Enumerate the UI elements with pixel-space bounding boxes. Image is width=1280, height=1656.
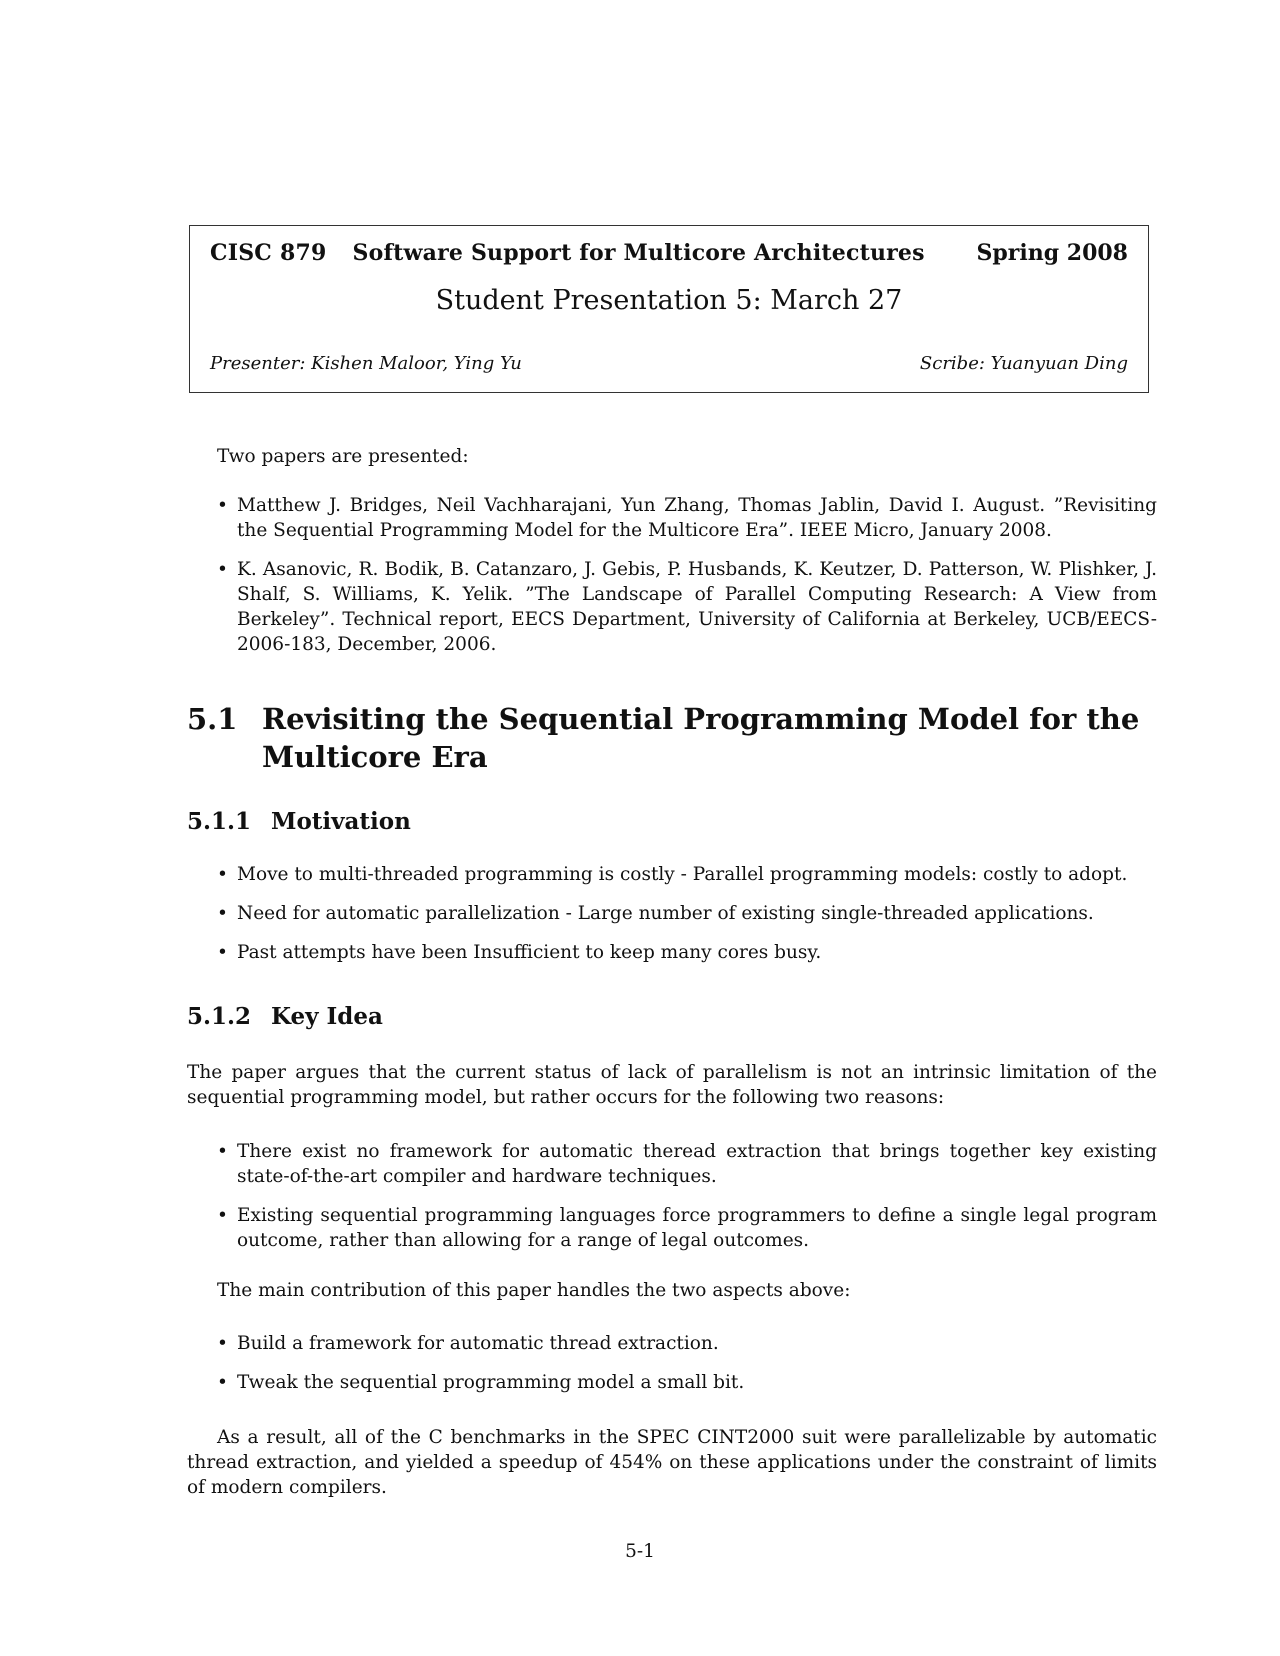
course-heading bbox=[210, 240, 925, 266]
list-item bbox=[217, 557, 1157, 657]
motivation-list bbox=[217, 862, 1157, 979]
list-item bbox=[217, 1203, 1157, 1253]
subsection-heading-motivation bbox=[187, 808, 411, 835]
course-code: CISC bbox=[210, 240, 272, 266]
key-idea-paragraph: The paper argues that the current status of lack of parallelism is not an intrinsic limitation of the sequential programming model, but rather occurs for the following two reasons: bbox=[187, 1062, 1157, 1108]
list-item-text: Existing sequential programming languages force programmers to define a single legal program outcome, rather than allowing for a range of legal outcomes. bbox=[237, 1205, 1157, 1251]
bullet-icon: • bbox=[217, 1372, 228, 1393]
bullet-icon: • bbox=[217, 1141, 228, 1162]
lecture-title: Student Presentation 5: March 27 bbox=[435, 285, 903, 316]
subsection-heading-key-idea bbox=[187, 1003, 383, 1030]
bullet-icon: • bbox=[217, 903, 228, 924]
reference-text: K. Asanovic, R. Bodik, B. Catanzaro, J. Gebis, P. Husbands, K. Keutzer, D. Patterson, W. Plishker, J. Shalf, S. Williams, K. Yelik. ”The Landscape of Parallel Computing Research: A View from Berkeley”. Technical report, EECS Department, University of California at Berkeley, UCB/EECS-2006-183, December, 2006. bbox=[237, 559, 1157, 655]
bullet-icon: • bbox=[217, 942, 228, 963]
list-item bbox=[217, 493, 1157, 543]
bullet-icon: • bbox=[217, 559, 228, 580]
subsection-number: 5.1.2 bbox=[187, 1003, 252, 1030]
list-item bbox=[217, 862, 1157, 887]
bullet-icon: • bbox=[217, 495, 228, 516]
contributions-list bbox=[217, 1331, 1157, 1409]
list-item bbox=[217, 901, 1157, 926]
subsection-number: 5.1.1 bbox=[187, 808, 252, 835]
list-item-text: Move to multi-threaded programming is costly - Parallel programming models: costly to adopt. bbox=[237, 864, 1128, 885]
section-heading bbox=[187, 700, 1162, 776]
course-number: 879 bbox=[280, 240, 327, 266]
course-title: Software Support for Multicore Architectures bbox=[352, 240, 925, 266]
contribution-intro: The main contribution of this paper handles the two aspects above: bbox=[217, 1280, 851, 1301]
reference-list bbox=[217, 493, 1157, 671]
scribe-line: Scribe: Yuanyuan Ding bbox=[919, 353, 1128, 374]
bullet-icon: • bbox=[217, 1205, 228, 1226]
list-item bbox=[217, 1331, 1157, 1356]
list-item bbox=[217, 1370, 1157, 1395]
page-number: 5-1 bbox=[625, 1541, 655, 1562]
reference-text: Matthew J. Bridges, Neil Vachharajani, Yun Zhang, Thomas Jablin, David I. August. ”Revisiting the Sequential Programming Model for the Multicore Era”. IEEE Micro, January 2008. bbox=[237, 495, 1157, 541]
bullet-icon: • bbox=[217, 864, 228, 885]
list-item bbox=[217, 940, 1157, 965]
list-item-text: Tweak the sequential programming model a small bit. bbox=[237, 1372, 745, 1393]
subsection-title: Motivation bbox=[271, 808, 411, 835]
result-paragraph: As a result, all of the C benchmarks in the SPEC CINT2000 suit were parallelizable by automatic thread extraction, and yielded a speedup of 454% on these applications under the constraint of limits of modern compilers. bbox=[187, 1427, 1157, 1498]
section-title: Revisiting the Sequential Programming Model for the Multicore Era bbox=[262, 702, 1140, 774]
presenter-line: Presenter: Kishen Maloor, Ying Yu bbox=[210, 353, 522, 374]
course-term: Spring 2008 bbox=[976, 240, 1128, 266]
lecture-header-box bbox=[189, 225, 1149, 393]
section-number: 5.1 bbox=[187, 702, 238, 736]
bullet-icon: • bbox=[217, 1333, 228, 1354]
list-item-text: Need for automatic parallelization - Large number of existing single-threaded applications. bbox=[237, 903, 1094, 924]
list-item bbox=[217, 1139, 1157, 1189]
intro-text: Two papers are presented: bbox=[217, 446, 469, 467]
list-item-text: Build a framework for automatic thread extraction. bbox=[237, 1333, 719, 1354]
reasons-list bbox=[217, 1139, 1157, 1267]
subsection-title: Key Idea bbox=[271, 1003, 383, 1030]
list-item-text: There exist no framework for automatic theread extraction that brings together key existing state-of-the-art compiler and hardware techniques. bbox=[237, 1141, 1157, 1187]
list-item-text: Past attempts have been Insufficient to keep many cores busy. bbox=[237, 942, 822, 963]
